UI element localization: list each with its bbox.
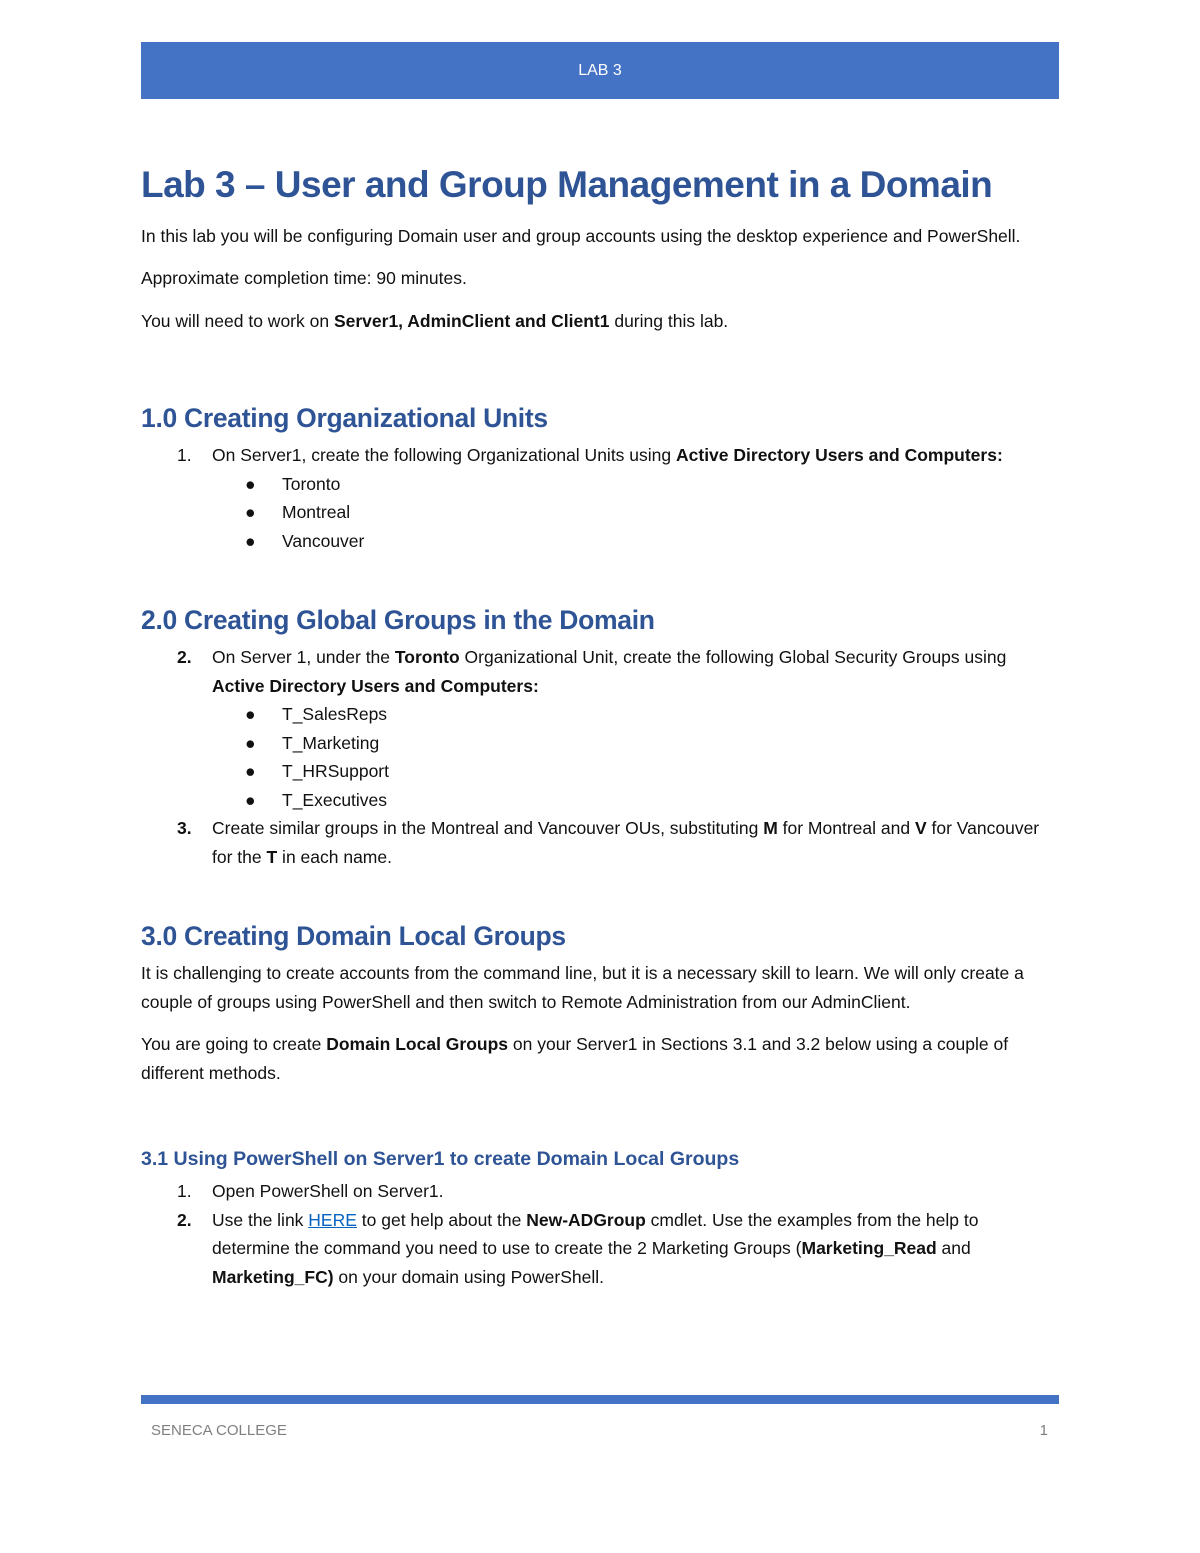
page-number: 1 [1039,1422,1048,1439]
bullet-icon: ● [245,789,256,810]
list-item: ● Vancouver [141,527,1059,556]
bullet-icon: ● [245,704,256,725]
section-3-1-heading: 3.1 Using PowerShell on Server1 to create Domain Local Groups [141,1148,740,1171]
step-number: 2. [177,1209,192,1230]
document-body [141,165,1059,1291]
step-number: 1. [177,1181,192,1202]
bullet-icon: ● [245,502,256,523]
section-3-1-step-1: 1. Open PowerShell on Server1. [141,1177,1059,1206]
section-3-paragraph-2: You are going to create Domain Local Groups on your Server1 in Sections 3.1 and 3.2 below using a couple of different methods. [141,1034,1009,1083]
section-3-paragraph-1: It is challenging to create accounts from the command line, but it is a necessary skill to learn. We will only create a couple of groups using PowerShell and then switch to Remote Administration from our AdminClient. [141,963,1024,1012]
intro-paragraph-1: In this lab you will be configuring Domain user and group accounts using the desktop experience and PowerShell. [141,225,1021,246]
bullet-icon: ● [245,530,256,551]
section-1-step-1: 1. On Server1, create the following Organizational Units using Active Directory Users and Computers: [141,441,1059,470]
section-3-1-step-2: 2. Use the link HERE to get help about the New-ADGroup cmdlet. Use the examples from the help to determine the command you need to use to create the 2 Marketing Groups (Marketing_Read and Marketing_FC) on your domain using PowerShell. [141,1206,1059,1292]
section-3-heading: 3.0 Creating Domain Local Groups [141,921,566,952]
header-label: LAB 3 [578,61,622,79]
page-header [141,42,1059,99]
section-2-heading: 2.0 Creating Global Groups in the Domain [141,605,655,636]
list-item: ● Montreal [141,498,1059,527]
step-number: 2. [177,647,192,668]
list-item: ● T_SalesReps [141,700,1059,729]
list-item: ● Toronto [141,470,1059,499]
step-number: 1. [177,445,192,466]
intro-paragraph-3: You will need to work on Server1, AdminClient and Client1 during this lab. [141,310,729,331]
section-2-step-2: 2. On Server 1, under the Toronto Organizational Unit, create the following Global Security Groups using Active Directory Users and Computers: [141,643,1059,700]
bullet-icon: ● [245,473,256,494]
bullet-icon: ● [245,732,256,753]
footer-college-name: SENECA COLLEGE [151,1422,287,1439]
list-item: ● T_Marketing [141,729,1059,758]
section-1-heading: 1.0 Creating Organizational Units [141,403,548,434]
section-2-step-3: 3. Create similar groups in the Montreal and Vancouver OUs, substituting M for Montreal and V for Vancouver for the T in each name. [141,814,1059,871]
step-number: 3. [177,818,192,839]
intro-paragraph-2: Approximate completion time: 90 minutes. [141,268,467,289]
required-machines: Server1, AdminClient and Client1 [333,310,610,331]
help-link[interactable]: HERE [308,1209,357,1230]
document-title: Lab 3 – User and Group Management in a Domain [141,164,993,205]
list-item: ● T_HRSupport [141,757,1059,786]
list-item: ● T_Executives [141,786,1059,815]
bullet-icon: ● [245,761,256,782]
footer-divider [141,1395,1059,1404]
